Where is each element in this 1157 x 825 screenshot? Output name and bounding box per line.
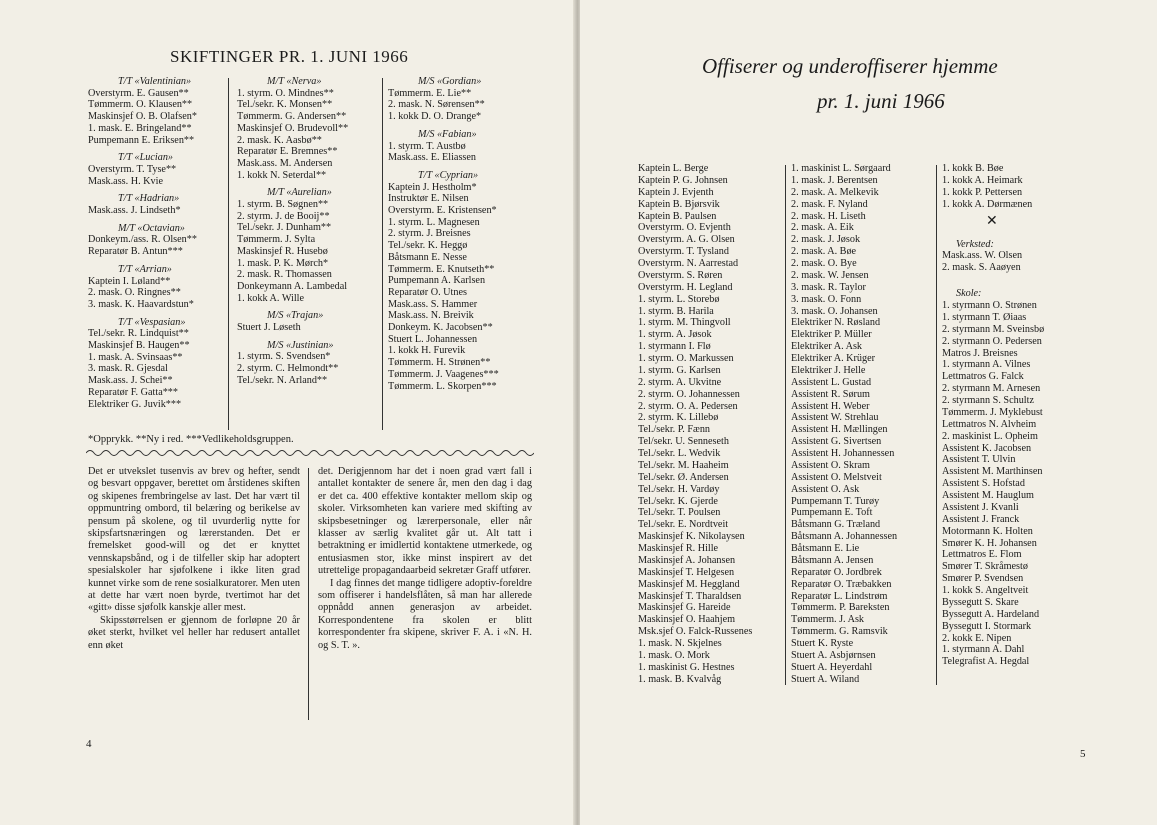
- crew-entry: Mask.ass. N. Breivik: [388, 310, 474, 322]
- list-entry: 1. styrmann O. Strønen: [942, 300, 1037, 311]
- right-page-title-line-1: Offiserer og underoffiserer hjemme: [702, 54, 998, 78]
- section-heading-skole: Skole:: [956, 288, 982, 300]
- list-entry: Byssegutt A. Hardeland: [942, 608, 1040, 620]
- list-entry: Tel./sekr. L. Wedvik: [638, 448, 721, 459]
- crew-entry: Reparatør E. Bremnes**: [237, 146, 338, 158]
- list-entry: Reparatør L. Lindstrøm: [791, 590, 888, 602]
- crew-entry: Reparatør O. Utnes: [388, 286, 467, 298]
- list-entry: 1. mask. J. Berentsen: [791, 174, 878, 186]
- list-entry: Msk.sjef O. Falck-Russenes: [638, 626, 753, 638]
- list-entry: Maskinsjef G. Hareide: [638, 602, 731, 614]
- list-entry: Båtsmann G. Træland: [791, 519, 881, 531]
- list-entry: 1. kokk S. Angeltveit: [942, 585, 1029, 596]
- list-entry: Assistent O. Melstveit: [791, 471, 882, 483]
- list-entry: Lettmatros N. Alvheim: [942, 418, 1037, 430]
- crew-entry: Pumpemann A. Karlsen: [388, 275, 486, 287]
- crew-entry: Pumpemann E. Eriksen**: [88, 134, 195, 146]
- list-entry: Kaptein P. G. Johnsen: [638, 174, 728, 186]
- list-entry: 2. mask. A. Eik: [791, 222, 854, 234]
- column-divider: [382, 78, 383, 430]
- list-entry: Overstyrm. S. Røren: [638, 269, 723, 281]
- page-number: 5: [1080, 748, 1086, 760]
- article-paragraph: I dag finnes det mange tidligere adoptiv-foreldre som offiserer i handelsflåten, så man har allerede oppnådd annen generasjon av arbeidet. Korrespondentene fra skolen er blitt korrespondenter fra skipene, skriver F. A. i «N. H. og S. T. ».: [318, 577, 532, 651]
- list-entry: 1. kokk B. Bøe: [942, 163, 1004, 174]
- crew-entry: Mask.ass. J. Lindseth*: [88, 205, 181, 217]
- list-entry: 3. mask. O. Fonn: [791, 293, 862, 305]
- list-entry: Assistent L. Gustad: [791, 376, 872, 388]
- list-entry: Kaptein L. Berge: [638, 163, 709, 174]
- crew-entry: 2. styrm. J. Breisnes: [388, 228, 471, 240]
- ship-name: T/T «Vespasian»: [118, 316, 186, 328]
- list-entry: 1. styrmann T. Øiaas: [942, 311, 1027, 323]
- crew-entry: Maskinsjef O. B. Olafsen*: [88, 111, 197, 123]
- list-entry: 1. maskinist L. Sørgaard: [791, 163, 891, 174]
- list-entry: 2. mask. H. Liseth: [791, 210, 866, 222]
- list-entry: Reparatør O. Jordbrek: [791, 566, 882, 578]
- crew-entry: 1. kokk N. Seterdal**: [237, 169, 327, 181]
- list-entry: Tel./sekr. T. Poulsen: [638, 507, 721, 519]
- separator-star-icon: ✕: [986, 213, 998, 229]
- list-entry: 1. styrm. B. Harila: [638, 305, 714, 317]
- list-entry: 2. styrmann S. Schultz: [942, 395, 1034, 406]
- list-entry: Tømmerm. G. Ramsvik: [791, 626, 888, 638]
- crew-entry: 2. styrm. J. de Booij**: [237, 210, 330, 222]
- list-entry: Tel./sekr. H. Vardøy: [638, 483, 720, 495]
- list-entry: 1. kokk P. Pettersen: [942, 186, 1023, 198]
- crew-entry: Tømmerm. O. Klausen**: [88, 99, 193, 111]
- list-entry: 2. maskinist L. Opheim: [942, 430, 1038, 442]
- list-entry: 2. styrmann M. Sveinsbø: [942, 323, 1045, 335]
- list-entry: Overstyrm. O. Evjenth: [638, 222, 731, 234]
- list-entry: Smører T. Skråmestø: [942, 561, 1028, 573]
- list-entry: Båtsmann E. Lie: [791, 543, 860, 554]
- ship-name: M/T «Aurelian»: [267, 187, 332, 199]
- crew-entry: 2. mask. R. Thomassen: [237, 269, 332, 281]
- crew-entry: Tømmerm. E. Knutseth**: [388, 263, 495, 275]
- list-entry: Assistent H. Mællingen: [791, 424, 888, 436]
- right-page: [580, 0, 1157, 825]
- ship-name: T/T «Arrian»: [118, 263, 172, 275]
- list-entry: Tel./sekr. M. Haaheim: [638, 459, 729, 471]
- list-entry: 1. maskinist G. Hestnes: [638, 661, 735, 673]
- crew-entry: 1. kokk A. Wille: [237, 292, 305, 304]
- home-list-column-2: [791, 163, 897, 686]
- list-entry: Byssegutt I. Stormark: [942, 620, 1032, 632]
- list-entry: Elektriker J. Helle: [791, 364, 866, 376]
- left-page: [0, 0, 575, 825]
- list-entry: 2. mask. O. Bye: [791, 258, 857, 269]
- crew-entry: 1. mask. A. Svinsaas**: [88, 351, 183, 363]
- list-entry: 3. mask. O. Johansen: [791, 305, 878, 317]
- crew-entry: 1. styrm. S. Svendsen*: [237, 351, 331, 363]
- ship-name: T/T «Valentinian»: [118, 76, 192, 87]
- crew-entry: Overstyrm. E. Gausen**: [88, 87, 189, 99]
- article-paragraph: det. Derigjennom har det i noen grad vært fall i antallet kontakter de senere år, men den dag i dag er det ca. 400 effektive kontakter mellom skip og skoler. Virksomheten kan variere med skifting av skipsbesetninger og lærerpersonale, eller når klasser av særlig kvalitet går ut. Alt tatt i betraktning er imidlertid kontaktene utmerkede, og entusiasmen stor, ikke minst inspirert av det utrettelige propagandaarbeid sekretær Graff utfører.: [318, 466, 532, 577]
- list-entry: 2. kokk E. Nipen: [942, 632, 1012, 644]
- crew-entry: Mask.ass. M. Andersen: [237, 157, 333, 169]
- list-entry: Mask.ass. W. Olsen: [942, 250, 1023, 262]
- list-entry: Assistent J. Franck: [942, 513, 1020, 525]
- list-entry: Overstyrm. N. Aarrestad: [638, 258, 739, 269]
- list-entry: Elektriker A. Krüger: [791, 353, 876, 364]
- list-entry: 1. styrmann I. Flø: [638, 341, 711, 353]
- crew-entry: 1. kokk D. O. Drange*: [388, 111, 482, 123]
- list-entry: Assistent J. Kvanli: [942, 501, 1019, 513]
- crew-entry: 1. styrm. O. Mindnes**: [237, 87, 334, 99]
- ship-name: M/S «Fabian»: [418, 128, 477, 140]
- list-entry: Assistent K. Jacobsen: [942, 442, 1032, 454]
- crew-entry: Kaptein J. Hestholm*: [388, 181, 477, 193]
- crew-entry: Maskinsjef R. Husebø: [237, 245, 328, 257]
- list-entry: Tømmerm. J. Ask: [791, 614, 865, 626]
- home-list-column-3: [942, 163, 1044, 668]
- list-entry: 2. mask. A. Bøe: [791, 246, 857, 258]
- column-divider: [228, 78, 229, 430]
- list-entry: Matros J. Breisnes: [942, 347, 1018, 359]
- list-entry: Kaptein B. Paulsen: [638, 210, 717, 222]
- list-entry: Stuert A. Heyerdahl: [791, 661, 873, 673]
- column-divider: [936, 165, 937, 685]
- list-entry: Båtsmann A. Jensen: [791, 554, 874, 566]
- crew-entry: 1. mask. E. Bringeland**: [88, 122, 192, 134]
- list-entry: Maskinsjef O. Haahjem: [638, 614, 736, 626]
- list-entry: Assistent T. Ulvin: [942, 454, 1016, 466]
- list-entry: Stuert K. Ryste: [791, 638, 854, 649]
- ship-name: M/T «Octavian»: [118, 222, 185, 234]
- crew-entry: Maskinsjef B. Haugen**: [88, 340, 190, 352]
- list-entry: Maskinsjef T. Helgesen: [638, 566, 735, 578]
- list-entry: Smører P. Svendsen: [942, 573, 1024, 585]
- crew-entry: Båtsmann E. Nesse: [388, 251, 467, 263]
- home-list-column-1: [638, 163, 752, 686]
- list-entry: Lettmatros G. Falck: [942, 371, 1024, 383]
- crew-entry: Tømmerm. G. Andersen**: [237, 111, 347, 123]
- crew-entry: 3. mask. R. Gjesdal: [88, 363, 168, 375]
- crew-entry: Tømmerm. J. Sylta: [237, 234, 316, 246]
- list-entry: Tel./sekr. K. Gjerde: [638, 495, 718, 507]
- list-entry: Smører K. H. Johansen: [942, 537, 1037, 549]
- list-entry: 1. mask. N. Skjelnes: [638, 638, 722, 649]
- crew-entry: Tel./sekr. N. Arland**: [237, 374, 328, 386]
- list-entry: 1. mask. O. Mork: [638, 649, 710, 661]
- list-entry: 1. styrmann A. Dahl: [942, 644, 1025, 656]
- crew-entry: Kaptein I. Løland**: [88, 275, 171, 287]
- crew-entry: Tømmerm. E. Lie**: [388, 87, 472, 99]
- crew-entry: Instruktør E. Nilsen: [388, 193, 469, 205]
- crew-entry: Mask.ass. S. Hammer: [388, 298, 478, 310]
- list-entry: Pumpemann E. Toft: [791, 507, 873, 519]
- list-entry: 2. mask. J. Jøsok: [791, 234, 861, 246]
- list-entry: 1. styrm. A. Jøsok: [638, 329, 712, 341]
- ship-name: T/T «Lucian»: [118, 152, 174, 164]
- list-entry: 1. styrm. G. Karlsen: [638, 364, 721, 376]
- crew-entry: Donkeymann A. Lambedal: [237, 280, 348, 292]
- left-page-title: SKIFTINGER PR. 1. JUNI 1966: [170, 47, 409, 66]
- article-paragraph: Skipsstørrelsen er gjennom de forløpne 20 år øket sterkt, hvilket vel heller har redusert antallet enn øket: [88, 614, 300, 651]
- ship-name: M/S «Trajan»: [267, 310, 324, 322]
- crew-entry: Tel./sekr. K. Monsen**: [237, 99, 333, 111]
- list-entry: 2. mask. A. Melkevik: [791, 186, 879, 198]
- list-entry: Båtsmann A. Johannessen: [791, 531, 898, 543]
- list-entry: Stuert A. Wiland: [791, 673, 860, 685]
- crew-entry: Stuert L. Johannessen: [388, 333, 478, 345]
- crew-entry: 1. mask. P. K. Mørch*: [237, 257, 329, 269]
- list-entry: 1. styrm. M. Thingvoll: [638, 317, 731, 329]
- list-entry: Kaptein B. Bjørsvik: [638, 198, 720, 210]
- list-entry: Telegrafist A. Hegdal: [942, 656, 1030, 668]
- wavy-divider: [86, 447, 534, 459]
- list-entry: Maskinsjef R. Hille: [638, 543, 719, 554]
- list-entry: 2. styrmann O. Pedersen: [942, 335, 1042, 347]
- list-entry: Assistent H. Weber: [791, 400, 870, 412]
- crew-entry: Donkeym./ass. R. Olsen**: [88, 234, 197, 246]
- list-entry: Tel./sekr. P. Fænn: [638, 424, 711, 436]
- list-entry: 1. styrm. O. Markussen: [638, 353, 734, 364]
- article-column-1: [88, 466, 300, 652]
- footnote: *Opprykk. **Ny i red. ***Vedlikeholdsgruppen.: [88, 434, 294, 445]
- roster-column-1: [88, 76, 197, 410]
- list-entry: 3. mask. R. Taylor: [791, 281, 866, 293]
- list-entry: Tel/sekr. U. Senneseth: [638, 436, 729, 448]
- crew-entry: Reparatør B. Antun***: [88, 246, 183, 258]
- list-entry: Elektriker A. Ask: [791, 341, 863, 353]
- crew-entry: 2. mask. O. Ringnes**: [88, 287, 181, 299]
- list-entry: 2. styrm. A. Ukvitne: [638, 376, 722, 388]
- list-entry: Byssegutt S. Skare: [942, 596, 1019, 608]
- list-entry: Stuert A. Asbjørnsen: [791, 649, 876, 661]
- list-entry: Assistent H. Johannessen: [791, 448, 895, 459]
- crew-entry: 2. styrm. C. Helmondt**: [237, 363, 339, 375]
- list-entry: Motormann K. Holten: [942, 525, 1033, 537]
- section-heading-verksted: Verksted:: [956, 238, 994, 250]
- article-paragraph: Det er utvekslet tusenvis av brev og hefter, sendt og besvart oppgaver, berettet om årstidenes skiften og skipenes frembringelse av last. Det har vært til oppmuntring ombord, til belæring og berikelse av pensum på skolene, og til uvurderlig nytte for skipsfartsnæringen og lærerstanden. Det er fremelsket good-will og det er knyttet vennskapsbånd, og i de tilfeller skip har adoptert spesialskoler har sjøfolkene i ikke liten grad kunnet virke som de rene sosialkuratorer. Men uten at dette har vært noen byrde, tvertimot har det «gitt» disse sjøfolk kanskje aller mest.: [88, 466, 300, 614]
- list-entry: Elektriker P. Müller: [791, 329, 872, 341]
- crew-entry: 1. styrm. B. Søgnen**: [237, 199, 329, 211]
- list-entry: Maskinsjef K. Nikolaysen: [638, 531, 745, 543]
- list-entry: Overstyrm. A. G. Olsen: [638, 234, 735, 246]
- crew-entry: Reparatør F. Gatta***: [88, 386, 178, 398]
- crew-entry: Tømmerm. J. Vaagenes***: [388, 368, 499, 380]
- crew-entry: Tel./sekr. R. Lindquist**: [88, 328, 189, 340]
- list-entry: 2. mask. F. Nyland: [791, 198, 868, 210]
- list-entry: Kaptein J. Evjenth: [638, 186, 714, 198]
- crew-entry: 3. mask. K. Haavardstun*: [88, 298, 194, 310]
- list-entry: 1. kokk A. Heimark: [942, 174, 1023, 186]
- crew-entry: Mask.ass. J. Schei**: [88, 375, 173, 387]
- list-entry: Overstyrm. T. Tysland: [638, 246, 729, 258]
- list-entry: Tømmerm. P. Bareksten: [791, 602, 890, 614]
- list-entry: Elektriker N. Røsland: [791, 317, 881, 329]
- ship-name: M/T «Nerva»: [267, 76, 322, 87]
- roster-column-3: [388, 76, 499, 392]
- ship-name: M/S «Gordian»: [418, 76, 482, 87]
- crew-entry: Mask.ass. E. Eliassen: [388, 152, 476, 164]
- right-page-title-line-2: pr. 1. juni 1966: [817, 89, 945, 113]
- list-entry: 2. styrm. K. Lillebø: [638, 412, 719, 424]
- list-entry: Maskinsjef M. Heggland: [638, 578, 740, 590]
- list-entry: 2. mask. W. Jensen: [791, 269, 869, 281]
- crew-entry: Mask.ass. H. Kvie: [88, 175, 163, 187]
- list-entry: 1. styrmann A. Vilnes: [942, 359, 1031, 371]
- crew-entry: Tel./sekr. K. Heggø: [388, 240, 468, 252]
- crew-entry: Elektriker G. Juvik***: [88, 398, 182, 410]
- crew-entry: 2. mask. K. Aasbø**: [237, 134, 322, 146]
- page-number: 4: [86, 738, 92, 750]
- list-entry: 1. kokk A. Dørmænen: [942, 198, 1033, 210]
- list-entry: Maskinsjef T. Tharaldsen: [638, 590, 742, 602]
- crew-entry: 1. styrm. T. Austbø: [388, 140, 466, 152]
- list-entry: 2. styrm. O. A. Pedersen: [638, 400, 738, 412]
- crew-entry: Tel./sekr. J. Dunham**: [237, 222, 332, 234]
- list-entry: Assistent M. Marthinsen: [942, 466, 1043, 478]
- list-entry: 1. styrm. L. Storebø: [638, 293, 720, 305]
- ship-name: M/S «Justinian»: [267, 339, 334, 351]
- roster-column-2: [237, 76, 348, 387]
- list-entry: Maskinsjef A. Johansen: [638, 554, 736, 566]
- crew-entry: Tømmerm. H. Strønen**: [388, 357, 491, 369]
- list-entry: Assistent W. Strehlau: [791, 412, 879, 424]
- list-entry: Assistent G. Sivertsen: [791, 436, 882, 448]
- column-divider: [785, 165, 786, 685]
- list-entry: 2. styrm. O. Johannessen: [638, 388, 740, 400]
- list-entry: Assistent O. Skram: [791, 459, 870, 471]
- list-entry: Tel./sekr. E. Nordtveit: [638, 519, 729, 531]
- list-entry: Pumpemann T. Turøy: [791, 495, 880, 507]
- crew-entry: Overstyrm. E. Kristensen*: [388, 205, 497, 217]
- list-entry: Tømmerm. J. Myklebust: [942, 406, 1043, 418]
- crew-entry: Overstyrm. T. Tyse**: [88, 163, 177, 175]
- list-entry: Assistent M. Hauglum: [942, 490, 1034, 501]
- crew-entry: 1. styrm. L. Magnesen: [388, 216, 480, 228]
- list-entry: Overstyrm. H. Legland: [638, 281, 733, 293]
- article-column-2: [318, 466, 532, 652]
- list-entry: Assistent R. Sørum: [791, 388, 870, 400]
- list-entry: Assistent O. Ask: [791, 483, 860, 495]
- list-entry: Reparatør O. Træbakken: [791, 578, 892, 590]
- list-entry: Assistent S. Hofstad: [942, 478, 1025, 490]
- crew-entry: 1. kokk H. Furevik: [388, 345, 466, 357]
- list-entry: 2. mask. S. Aaøyen: [942, 262, 1021, 274]
- ship-name: T/T «Hadrian»: [118, 193, 180, 205]
- list-entry: Tel./sekr. Ø. Andersen: [638, 471, 729, 483]
- crew-entry: Stuert J. Løseth: [237, 322, 301, 334]
- list-entry: Lettmatros E. Flom: [942, 549, 1022, 561]
- column-divider: [308, 468, 309, 720]
- crew-entry: Maskinsjef O. Brudevoll**: [237, 122, 349, 134]
- crew-entry: Donkeym. K. Jacobsen**: [388, 322, 493, 334]
- crew-entry: Tømmerm. L. Skorpen***: [388, 380, 497, 392]
- ship-name: T/T «Cyprian»: [418, 169, 479, 181]
- crew-entry: 2. mask. N. Sørensen**: [388, 99, 485, 111]
- list-entry: 2. styrmann M. Arnesen: [942, 383, 1041, 395]
- list-entry: 1. mask. B. Kvalvåg: [638, 673, 722, 685]
